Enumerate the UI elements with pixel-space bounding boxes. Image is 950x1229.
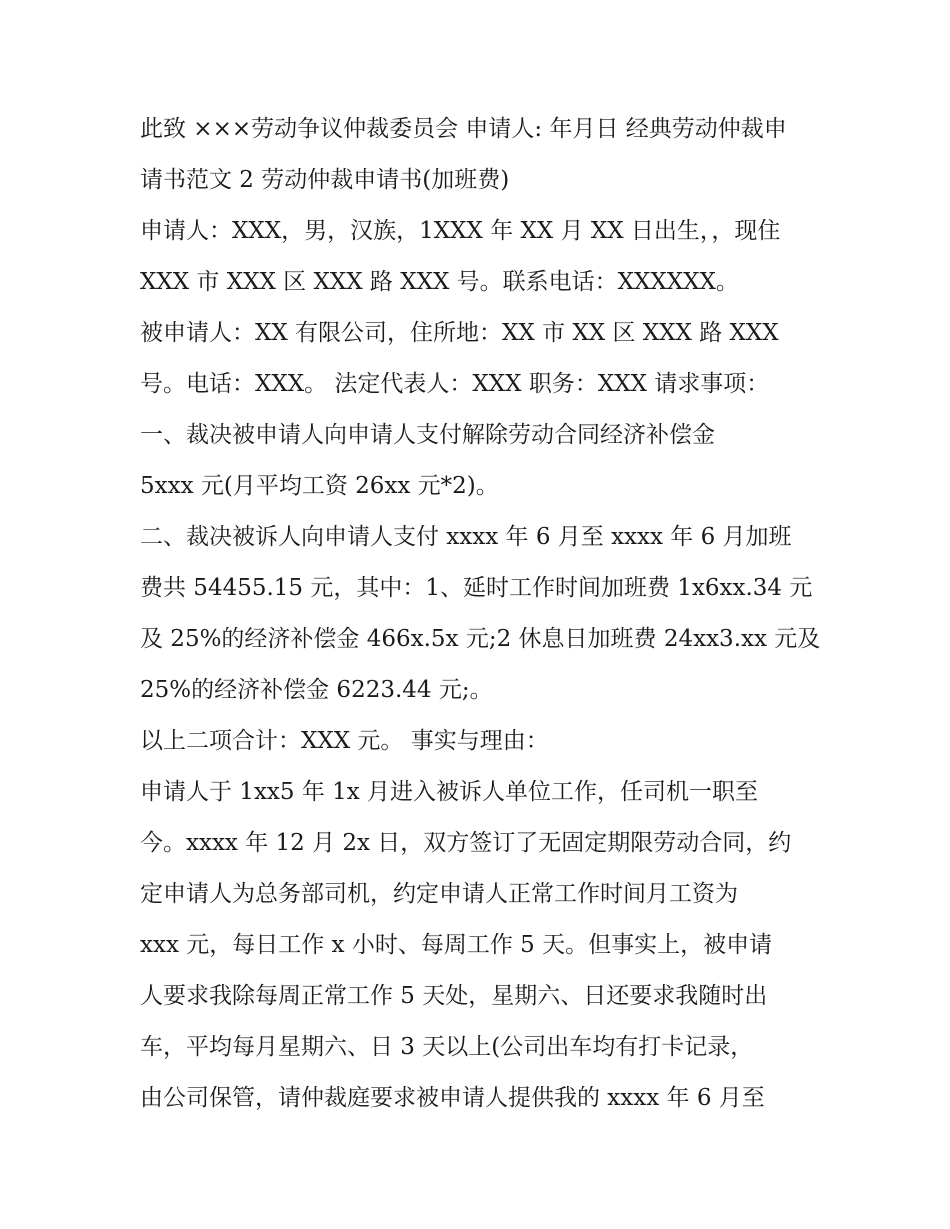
body-line-6: 号。电话：XXX。 法定代表人：XXX 职务：XXX 请求事项： bbox=[140, 371, 770, 397]
body-line-16: 定申请人为总务部司机，约定申请人正常工作时间月工资为 bbox=[140, 881, 738, 907]
body-line-20: 由公司保管，请仲裁庭要求被申请人提供我的 xxxx 年 6 月至 bbox=[140, 1085, 765, 1111]
body-line-2: 请书范文 2 劳动仲裁申请书(加班费) bbox=[140, 167, 510, 193]
body-line-19: 车，平均每月星期六、日 3 天以上(公司出车均有打卡记录， bbox=[140, 1034, 754, 1060]
body-line-13: 以上二项合计：XXX 元。 事实与理由： bbox=[140, 728, 549, 754]
body-line-5: 被申请人：XX 有限公司，住所地：XX 市 XX 区 XXX 路 XXX bbox=[140, 320, 779, 346]
body-line-8: 5xxx 元(月平均工资 26xx 元*2)。 bbox=[140, 473, 499, 499]
body-line-1: 此致 ×××劳动争议仲裁委员会 申请人: 年月日 经典劳动仲裁申 bbox=[140, 116, 787, 142]
body-line-7: 一、裁决被申请人向申请人支付解除劳动合同经济补偿金 bbox=[140, 422, 715, 448]
body-line-11: 及 25%的经济补偿金 466x.5x 元;2 休息日加班费 24xx3.xx 元及 bbox=[140, 626, 821, 652]
body-line-3: 申请人：XXX，男，汉族，1XXX 年 XX 月 XX 日出生，，现住 bbox=[140, 218, 781, 244]
body-line-15: 今。xxxx 年 12 月 2x 日，双方签订了无固定期限劳动合同，约 bbox=[140, 830, 792, 856]
body-line-4: XXX 市 XXX 区 XXX 路 XXX 号。联系电话：XXXXXX。 bbox=[140, 269, 739, 295]
body-line-17: xxx 元，每日工作 x 小时、每周工作 5 天。但事实上，被申请 bbox=[140, 932, 773, 958]
body-line-14: 申请人于 1xx5 年 1x 月进入被诉人单位工作，任司机一职至 bbox=[140, 779, 759, 805]
body-line-10: 费共 54455.15 元，其中：1、延时工作时间加班费 1x6xx.34 元 bbox=[140, 575, 813, 601]
body-line-12: 25%的经济补偿金 6223.44 元;。 bbox=[140, 677, 493, 703]
body-line-9: 二、裁决被诉人向申请人支付 xxxx 年 6 月至 xxxx 年 6 月加班 bbox=[140, 524, 792, 550]
body-line-18: 人要求我除每周正常工作 5 天处，星期六、日还要求我随时出 bbox=[140, 983, 768, 1009]
document-body bbox=[140, 104, 820, 1124]
